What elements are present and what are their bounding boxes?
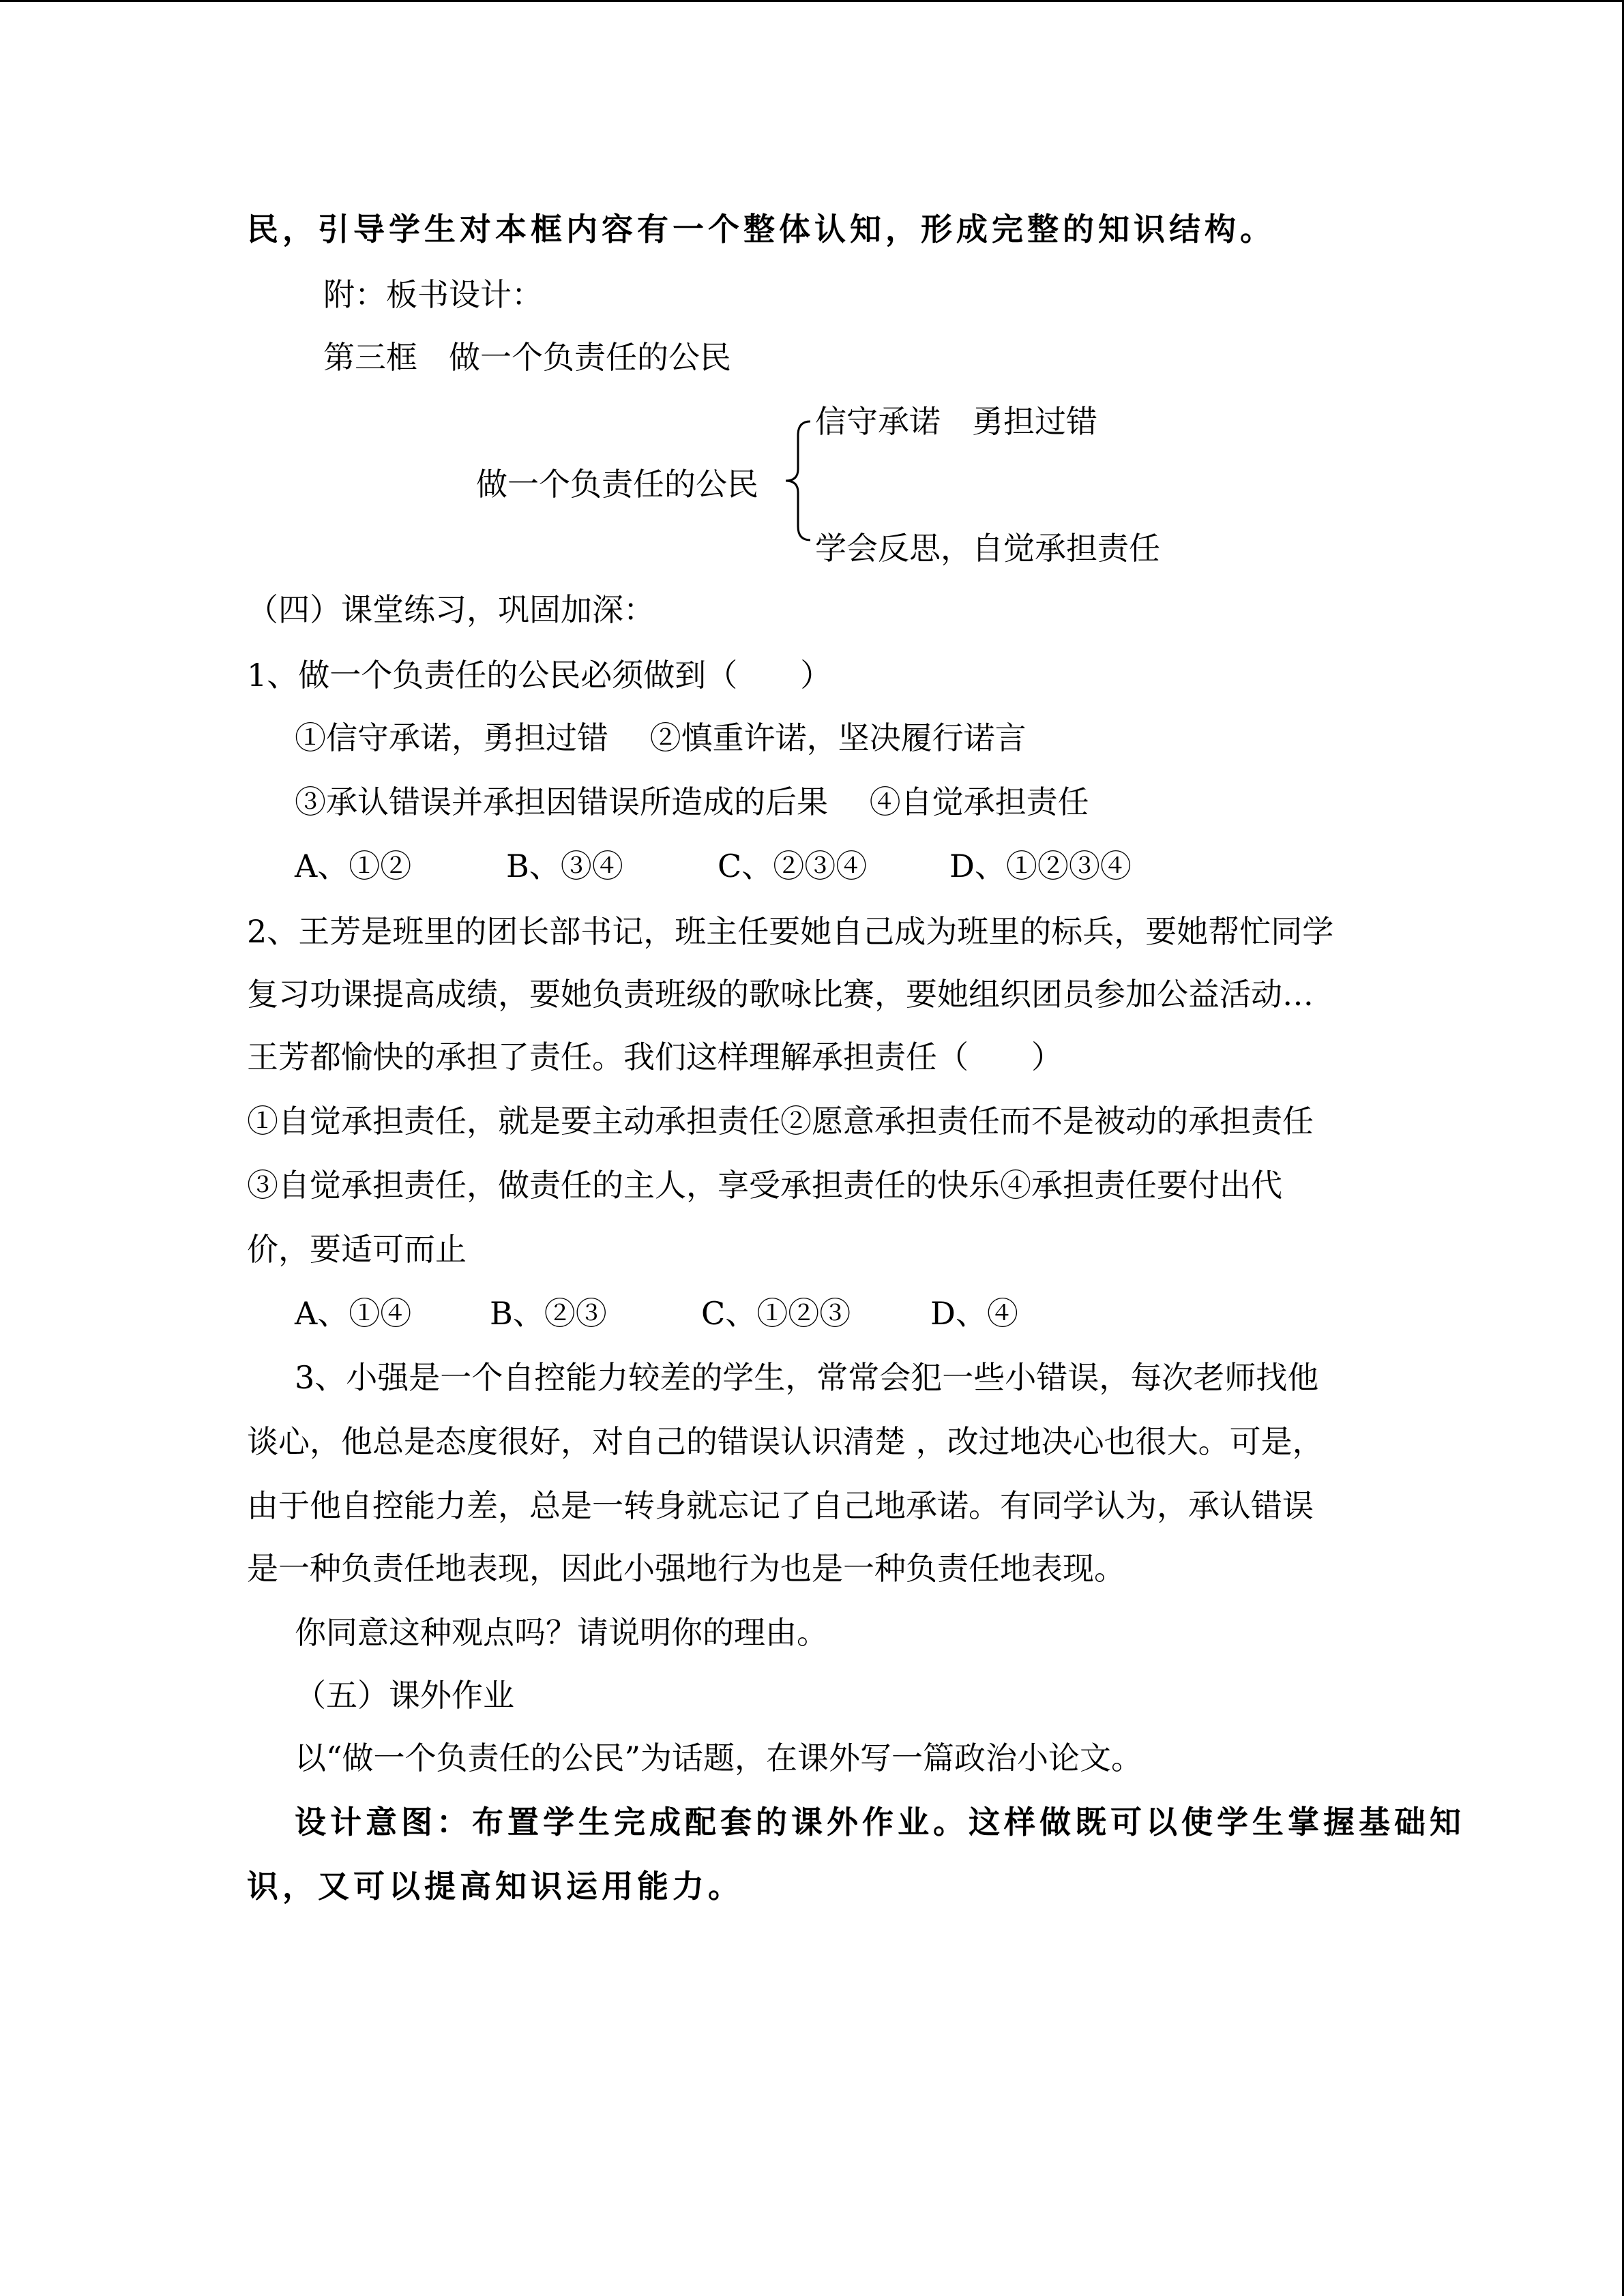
- q2-option-b: B、②③: [490, 1295, 607, 1332]
- q1-option-b: B、③④: [506, 848, 623, 884]
- q3-line4: 是一种负责任地表现，因此小强地行为也是一种负责任地表现。: [247, 1550, 1125, 1587]
- board-branch-2: 学会反思，自觉承担责任: [815, 530, 1160, 567]
- q3-line1: 3、小强是一个自控能力较差的学生，常常会犯一些小错误，每次老师找他: [295, 1359, 1319, 1396]
- board-branch-1: 信守承诺 勇担过错: [815, 403, 1097, 440]
- q2-option-a: A、①④: [295, 1295, 412, 1332]
- appendix-label: 附：板书设计：: [323, 276, 543, 313]
- q1-items-line2: ③承认错误并承担因错误所造成的后果 ④自觉承担责任: [295, 784, 1089, 820]
- q2-stem-line2: 复习功课提高成绩，要她负责班级的歌咏比赛，要她组织团员参加公益活动…: [247, 976, 1314, 1013]
- q2-option-c: C、①②③: [701, 1295, 851, 1332]
- q3-line2: 谈心，他总是态度很好，对自己的错误认识清楚 ，改过地决心也很大。可是，: [247, 1423, 1324, 1460]
- homework-task: 以“做一个负责任的公民”为话题，在课外写一篇政治小论文。: [295, 1740, 1143, 1776]
- q3-question: 你同意这种观点吗？请说明你的理由。: [295, 1614, 828, 1651]
- q2-items-line3: 价，要适可而止: [247, 1231, 467, 1268]
- q1-option-d: D、①②③④: [949, 848, 1132, 884]
- q1-option-c: C、②③④: [718, 848, 868, 884]
- homework-heading: （五）课外作业: [295, 1677, 514, 1714]
- q1-stem: 1、做一个负责任的公民必须做到（ ）: [247, 657, 832, 694]
- section-title: 第三框 做一个负责任的公民: [323, 339, 731, 376]
- q1-items-line1: ①信守承诺，勇担过错 ②慎重许诺，坚决履行诺言: [295, 719, 1027, 756]
- q3-line3: 由于他自控能力差，总是一转身就忘记了自己地承诺。有同学认为，承认错误: [247, 1487, 1314, 1524]
- q2-items-line1: ①自觉承担责任，就是要主动承担责任②愿意承担责任而不是被动的承担责任: [247, 1103, 1314, 1139]
- board-center: 做一个负责任的公民: [476, 466, 758, 503]
- q2-items-line2: ③自觉承担责任，做责任的主人，享受承担责任的快乐④承担责任要付出代: [247, 1167, 1282, 1204]
- curly-brace-icon: [778, 409, 813, 552]
- design-intent-line2: 识，又可以提高知识运用能力。: [247, 1868, 743, 1905]
- intro-line: 民，引导学生对本框内容有一个整体认知，形成完整的知识结构。: [247, 211, 1275, 248]
- q2-stem-line3: 王芳都愉快的承担了责任。我们这样理解承担责任（ ）: [247, 1039, 1063, 1075]
- q1-option-a: A、①②: [295, 848, 412, 884]
- design-intent-line1: 设计意图：布置学生完成配套的课外作业。这样做既可以使学生掌握基础知: [295, 1804, 1465, 1840]
- practice-heading: （四）课堂练习，巩固加深：: [247, 591, 655, 628]
- page-border-top: [0, 0, 1624, 2]
- q2-option-d: D、④: [930, 1295, 1018, 1332]
- q2-stem-line1: 2、王芳是班里的团长部书记，班主任要她自己成为班里的标兵，要她帮忙同学: [247, 913, 1334, 950]
